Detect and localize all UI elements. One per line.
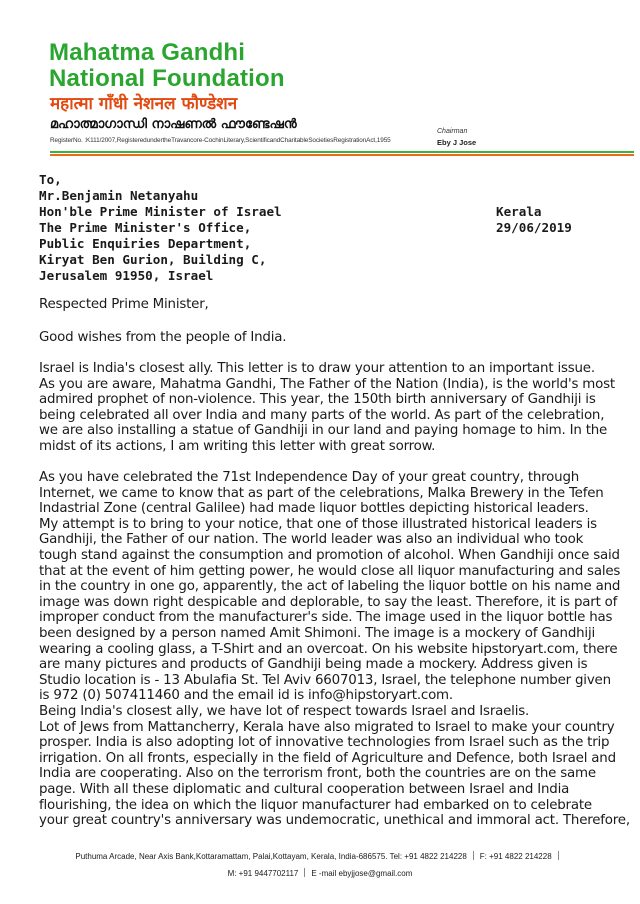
paragraph-line: improper conduct from the manufacturer's side. The image used in the liquor bottle has [39,610,613,626]
paragraph-line: India are cooperating. Also on the terrorism front, both the countries are on the same [39,766,596,782]
place-date [496,204,572,236]
paragraph-line: are many pictures and products of Gandhiji being made a mockery. Address given is [39,657,588,673]
paragraph-line: admired prophet of non-violence. This year, the 150th birth anniversary of Gandhiji is [39,392,596,408]
header-rule-green [50,151,634,153]
greeting [39,297,639,313]
paragraph-line: in the country in one go, apparently, the act of labeling the liquor bottle on his name and [39,579,621,595]
paragraph-line: My attempt is to bring to your notice, that one of those illustrated historical leaders is [39,516,597,532]
paragraph-line: page. With all these diplomatic and cultural cooperation between Israel and India [39,781,570,797]
paragraph-line: Israel is India's closest ally. This letter is to draw your attention to an important issue. [39,361,595,376]
org-name-line2: National Foundation [49,65,285,92]
registration-line: RegisterNo. :K111/2007,RegisteredundertheTravancore-CochinLiterary,ScientificandCharitableSocietiesRegistrationAct,1955 [50,137,391,144]
paragraph-line: Lot of Jews from Mattancherry, Kerala have also migrated to Israel to make your country [39,719,615,735]
chairman-name: Eby J Jose [437,138,477,147]
org-name-malayalam: മഹാത്മാഗാന്ധി നാഷണൽ ഫൗണ്ടേഷൻ [50,117,297,132]
paragraph-line: being celebrated all over India and many parts of the world. As part of the celebration, [39,407,605,423]
footer-line-1 [0,848,640,865]
paragraph-line: midst of its actions, I am writing this letter with great sorrow. [39,438,436,454]
paragraph-line: image was down right despicable and deplorable, to say the least. Therefore, it is part of [39,594,618,610]
paragraph-1 [39,361,639,455]
paragraph-line: wearing a cooling glass, a T-Shirt and an overcoat. On his website hipstoryart.com, there [39,641,618,657]
address-line: Kiryat Ben Gurion, Building C, [39,252,267,267]
org-name-hindi: महात्मा गाँधी नेशनल फौण्डेशन [50,94,238,114]
org-name-line1: Mahatma Gandhi [49,39,246,66]
footer-tel: Tel: +91 4822 214228 [389,852,467,861]
paragraph-2 [39,470,639,704]
address-line: Public Enquiries Department, [39,236,252,251]
paragraph-line: tough stand against the consumption and promotion of alcohol. When Gandhiji once said [39,547,620,563]
address-line: Hon'ble Prime Minister of Israel [39,204,282,219]
footer [0,848,640,882]
chairman-label: Chairman [437,128,468,135]
footer-separator [304,868,305,877]
paragraph-line: Gandhiji, the Father of our nation. The world leader was also an individual who took [39,532,584,548]
paragraph-line: flourishing, the idea on which the liquor manufacturer had embarked on to celebrate [39,797,592,813]
paragraph-line: Indastrial Zone (central Galilee) had made liquor bottles depicting historical leaders. [39,501,589,517]
wishes-line: Good wishes from the people of India. [39,330,287,345]
paragraph-line: Studio location is - 13 Abulafia St. Tel Aviv 6607013, Israel, the telephone number given [39,672,611,688]
paragraph-line: been designed by a person named Amit Shimoni. The image is a mockery of Gandhiji [39,625,595,641]
address-line: The Prime Minister's Office, [39,220,252,235]
paragraph-line: that at the event of him getting power, he would close all liquor manufacturing and sales [39,563,621,579]
address-line: Mr.Benjamin Netanyahu [39,188,199,203]
footer-mobile: M: +91 9447702117 [227,869,299,878]
to-line: To, [39,172,62,187]
wishes [39,330,639,346]
paragraph-line: we are also installing a statue of Gandhiji in our land and paying homage to him. In the [39,423,608,439]
paragraph-3 [39,704,639,829]
paragraph-line: irrigation. On all fronts, especially in the field of Agriculture and Defence, both Israel and [39,750,616,766]
recipient-address [39,172,282,284]
paragraph-line: As you are aware, Mahatma Gandhi, The Father of the Nation (India), is the world's most [39,376,615,392]
paragraph-line: is 972 (0) 507411460 and the email id is info@hipstoryart.com. [39,688,453,704]
paragraph-line: Being India's closest ally, we have lot of respect towards Israel and Israelis. [39,704,530,719]
footer-line-2 [0,865,640,882]
address-line: Jerusalem 91950, Israel [39,268,214,283]
footer-separator [473,851,474,860]
greeting-line: Respected Prime Minister, [39,297,209,312]
footer-address: Puthuma Arcade, Near Axis Bank,Kottaramattam, Palai,Kottayam, Kerala, India-686575. [75,852,388,861]
paragraph-line: Internet, we came to know that as part of the celebrations, Malka Brewery in the Tefen [39,485,604,501]
footer-fax: F: +91 4822 214228 [479,852,552,861]
footer-email: E -mail ebyjjose@gmail.com [311,869,413,878]
date: 29/06/2019 [496,220,572,235]
place: Kerala [496,204,542,219]
paragraph-line: your great country's anniversary was undemocratic, unethical and immoral act. Therefore, [39,813,630,829]
letterhead [0,0,640,160]
footer-separator [558,851,559,860]
paragraph-line: prosper. India is also adopting lot of innovative technologies from Israel such as the trip [39,735,610,751]
header-rule-orange [50,154,634,156]
paragraph-line: As you have celebrated the 71st Independence Day of your great country, through [39,470,580,485]
